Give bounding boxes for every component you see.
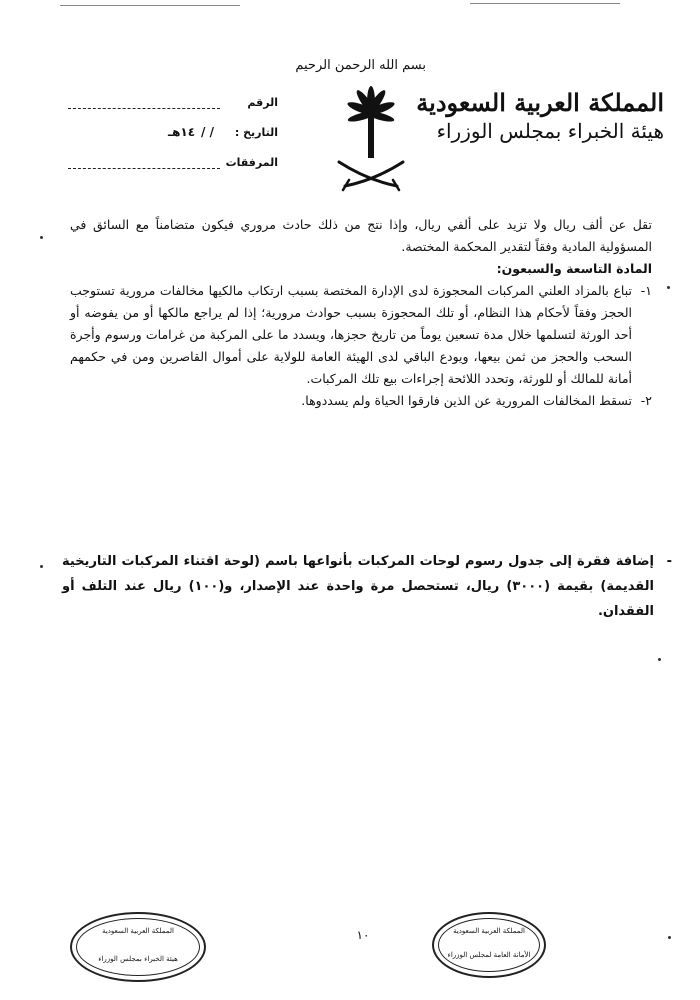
reference-number-line: [68, 108, 220, 109]
article-item: [70, 280, 652, 390]
item-number: ١-: [640, 283, 652, 298]
official-seal-left: [70, 912, 206, 982]
reference-number-label: الرقم: [247, 96, 278, 109]
letterhead-emblem-block: [295, 56, 426, 192]
reference-attachments-label: المرفقات: [225, 156, 278, 169]
intro-paragraph: تقل عن ألف ريال ولا تزيد على ألفي ريال، وإذا نتج من ذلك حادث مروري فيكون متضامناً مع السائق في المسؤولية المادية وفقاً لتقدير المحكمة المختصة.: [70, 217, 652, 254]
reference-date-value: [168, 125, 214, 139]
saudi-emblem-palm-swords-icon: [331, 80, 411, 192]
org-name-line1: المملكة العربية السعودية: [416, 88, 664, 117]
item-text: تسقط المخالفات المرورية عن الذين فارقوا الحياة ولم يسددوها.: [301, 393, 632, 408]
reference-number-row: [48, 92, 278, 122]
scan-speck: [668, 936, 671, 939]
scan-speck: [658, 658, 661, 661]
article-item: [70, 390, 652, 412]
seal-text-top: المملكة العربية السعودية: [102, 927, 174, 935]
document-body: [70, 214, 652, 412]
addition-paragraph: [62, 549, 672, 624]
official-seal-right: [432, 912, 546, 978]
item-text: تباع بالمزاد العلني المركبات المحجوزة لدى الإدارة المختصة بسبب ارتكاب مالكيها مخالفات مرورية تستوجب الحجز وفقاً لأحكام هذا النظام، أو تلك المحجوزة بسبب حوادث مرورية؛ إذا لم يراجع مالكها أو من يفوضه أو أحد الورثة لتسلمها خلال مدة تسعين يوماً من تاريخ حجزها، ويسدد ما على المركبة من غرامات ورسوم وأجرة السحب والحجز من ثمن بيعها، ويودع الباقي لدى الهيئة العامة للولاية على أموال القاصرين ومن في حكمهم أمانة للمالك أو للورثة، وتحدد اللائحة إجراءات بيع تلك المركبات.: [70, 283, 632, 386]
reference-date-row: [48, 122, 278, 152]
scan-rule: [60, 5, 240, 6]
reference-date-label: التاريخ :: [234, 126, 278, 139]
scan-speck: [667, 286, 670, 289]
item-number: ٢-: [640, 393, 652, 408]
scan-speck: [40, 565, 43, 568]
seal-text-bottom: هيئة الخبراء بمجلس الوزراء: [98, 955, 178, 963]
letterhead-org: [416, 88, 664, 144]
seal-text-bottom: الأمانة العامة لمجلس الوزراء: [447, 951, 531, 959]
addition-text: إضافة فقرة إلى جدول رسوم لوحات المركبات بأنواعها باسم (لوحة اقتناء المركبات التاريخية القديمة) بقيمة (٣٠٠٠) ريال، تستحصل مرة واحدة عند الإصدار، و(١٠٠) ريال عند التلف أو الفقدان.: [62, 554, 654, 619]
reference-attachments-row: [48, 152, 278, 182]
page-number: ١٠: [356, 928, 370, 942]
scan-rule: [470, 3, 620, 4]
seal-text-top: المملكة العربية السعودية: [453, 927, 525, 935]
reference-block: [48, 92, 278, 182]
basmala: بسم الله الرحمن الرحيم: [295, 58, 426, 73]
scan-speck: [40, 236, 43, 239]
date-slashes: / /: [201, 125, 214, 139]
org-name-line2: هيئة الخبراء بمجلس الوزراء: [436, 119, 664, 143]
reference-attachments-line: [68, 168, 220, 169]
article-heading: المادة التاسعة والسبعون:: [496, 261, 652, 276]
hijri-year-suffix: ١٤هـ: [167, 125, 196, 139]
addition-bullet: -: [666, 554, 672, 569]
